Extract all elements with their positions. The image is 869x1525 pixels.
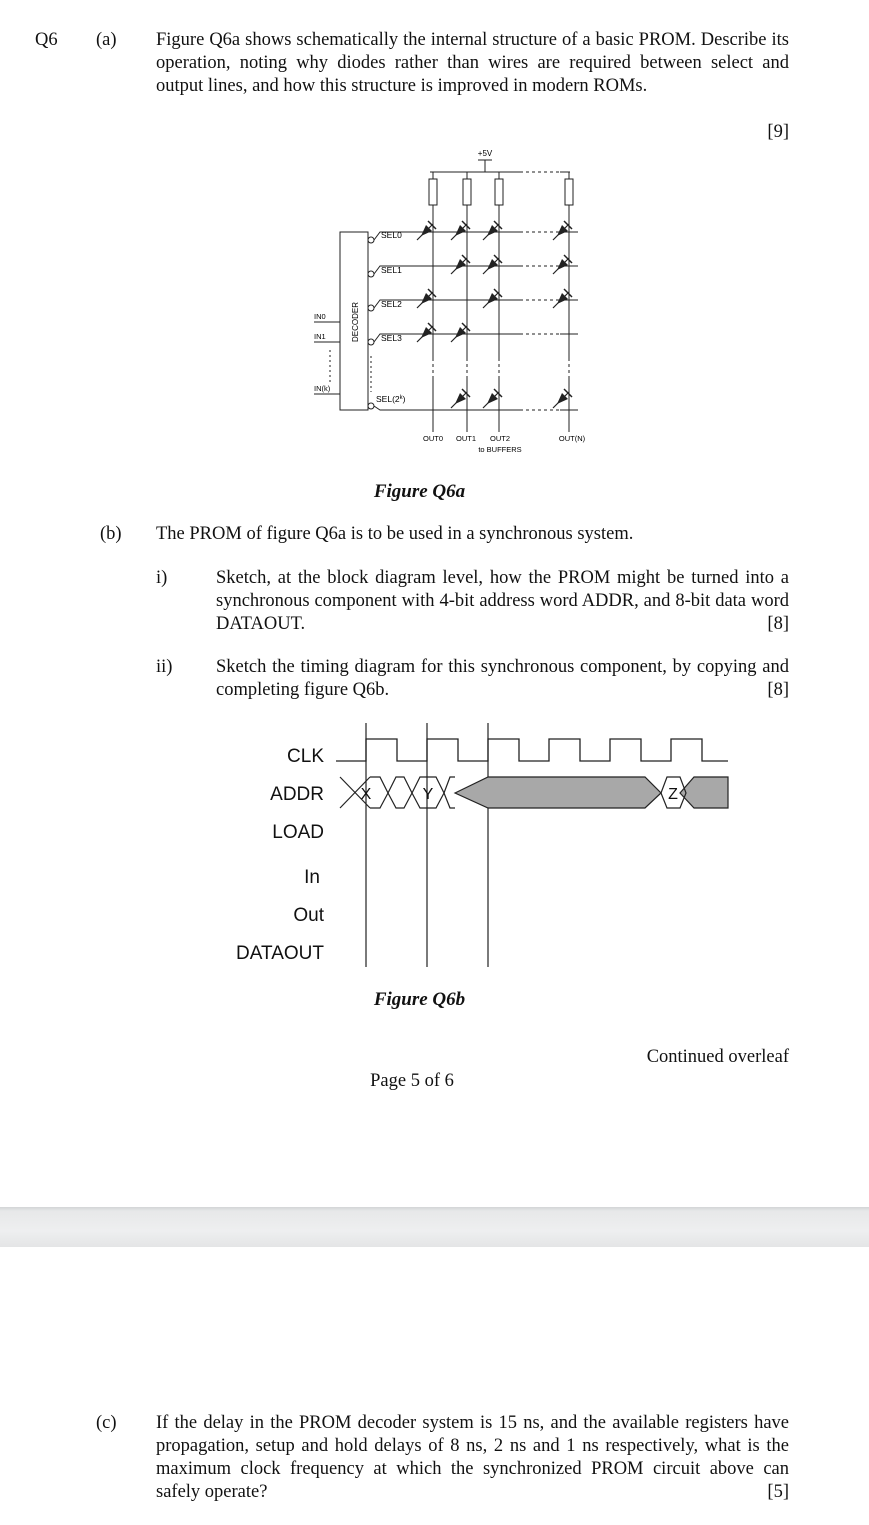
part-c-text: If the delay in the PROM decoder system is 15 ns, and the available registers have propagation, setup and hold delays of 8 ns, 2 ns and 1 ns respectively, what is the maximum clock frequency at which the synchronized PROM circuit above can safely operate?	[156, 1413, 789, 1502]
pullup-resistor	[463, 179, 471, 205]
signal-label: ADDR	[270, 784, 324, 805]
page-break	[0, 1207, 869, 1247]
part-b-i-label: i)	[156, 568, 168, 588]
input-label: IN(k)	[314, 384, 331, 393]
pullup-resistor	[429, 179, 437, 205]
select-line	[374, 406, 520, 410]
part-b-i-marks: [8]	[767, 614, 789, 634]
part-b-ii-marks: [8]	[767, 680, 789, 700]
signal-label: In	[304, 867, 320, 888]
select-label: SEL1	[381, 265, 402, 275]
output-label: OUT(N)	[558, 434, 586, 443]
part-c-marks: [5]	[767, 1482, 789, 1502]
select-label: SEL3	[381, 333, 402, 343]
signal-label: LOAD	[272, 822, 324, 843]
part-a-marks: [9]	[767, 122, 789, 142]
supply-label: +5V	[477, 149, 493, 158]
part-a-label: (a)	[96, 30, 117, 50]
pullup-resistor	[495, 179, 503, 205]
decoder-label: DECODER	[351, 301, 360, 343]
inverting-bubble	[368, 403, 374, 409]
diode-array	[417, 221, 572, 408]
prom-schematic	[0, 0, 869, 480]
continued-note: Continued overleaf	[646, 1047, 789, 1067]
part-a-text: Figure Q6a shows schematically the internal structure of a basic PROM. Describe its operation, noting why diodes rather than wires are required between select and output lines, and how this structure is improved in modern ROMs.	[156, 30, 789, 96]
signal-label: CLK	[287, 746, 324, 767]
part-c-label: (c)	[96, 1413, 117, 1433]
inverting-bubble	[368, 271, 374, 277]
input-label: IN1	[314, 332, 326, 341]
buffers-label: to BUFFERS	[478, 445, 522, 454]
addr-value-label: Y	[422, 786, 434, 803]
output-label: OUT2	[489, 434, 511, 443]
question-number: Q6	[35, 30, 58, 50]
part-b-i-text: Sketch, at the block diagram level, how the PROM might be turned into a synchronous component with 4-bit address word ADDR, and 8-bit data word DATAOUT.	[216, 568, 789, 634]
select-label-last: SEL(2$^k$)	[376, 394, 406, 404]
select-label: SEL0	[381, 230, 402, 240]
addr-value-label: Z	[668, 786, 678, 803]
part-b-ii-text: Sketch the timing diagram for this synchronous component, by copying and completing figure Q6b.	[216, 657, 789, 700]
part-b-ii-label: ii)	[156, 657, 173, 677]
inverting-bubble	[368, 339, 374, 345]
figure-b-caption: Figure Q6b	[373, 989, 466, 1010]
part-b-label: (b)	[100, 524, 122, 544]
inverting-bubble	[368, 305, 374, 311]
page-number: Page 5 of 6	[370, 1071, 454, 1091]
select-label: SEL2	[381, 299, 402, 309]
figure-a-caption: Figure Q6a	[373, 481, 466, 502]
pullup-resistor	[565, 179, 573, 205]
signal-label: Out	[293, 905, 324, 926]
part-b-text: The PROM of figure Q6a is to be used in a synchronous system.	[156, 524, 634, 544]
inverting-bubble	[368, 237, 374, 243]
clk-waveform	[336, 739, 728, 761]
output-label: OUT0	[422, 434, 444, 443]
addr-unknown-region	[455, 777, 661, 808]
input-label: IN0	[314, 312, 326, 321]
addr-value-label: X	[360, 786, 372, 803]
addr-unknown-region	[680, 777, 728, 808]
output-label: OUT1	[455, 434, 477, 443]
timing-diagram	[0, 715, 869, 975]
signal-label: DATAOUT	[236, 943, 324, 964]
